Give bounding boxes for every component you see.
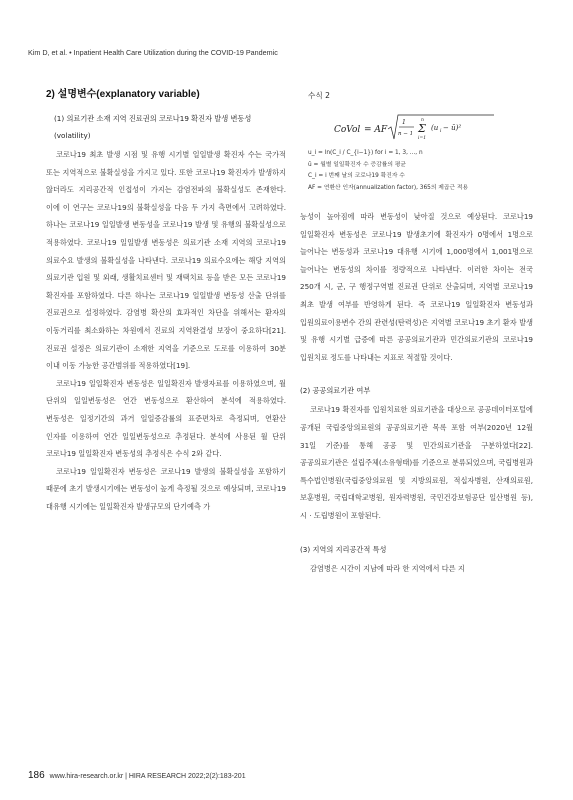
formula-sum-top: n: [421, 118, 424, 123]
right-column: [300, 88, 533, 577]
subsection-heading-volatility: (1) 의료기관 소재 지역 진료권의 코로나19 확진자 발생 변동성(volatility): [54, 114, 252, 140]
footer-text: www.hira-research.or.kr | HIRA RESEARCH 2022;2(2):183-201: [49, 773, 246, 780]
paragraph-2: 코로나19 일일확진자 변동성은 일일확진자 발생자료를 이용하였으며, 월 단위의 일일변동성은 연간 변동성으로 환산하여 분석에 적용하였다. 변동성은 일정기간의 과거 일일증감률의 표준편차로 측정되며, 연환산 인자를 이용하여 연간 일일변동성으로 추정된다. 분석에 사용된 월 단위 코로나19 일일확진자 변동성의 추정식은 수식 2와 같다.: [46, 378, 286, 459]
subsection-heading-public-hospital: (2) 공공의료기관 여부: [300, 386, 371, 396]
formula-svg: [334, 112, 514, 146]
formula-frac-num: 1: [402, 119, 406, 126]
formula-body-sub: i: [440, 129, 442, 134]
paragraph-1: 코로나19 최초 발생 시점 및 유행 시기별 일일발생 확진자 수는 국가적 또는 지역적으로 불확실성을 가지고 있다. 또한 코로나19 확진자가 발생하지 않더라도 지리공간적 인접성이 가지는 감염전파의 불확실성도 존재한다. 이에 이 연구는 코로나19의 불확실성을 다음 두 가지 측면에서 고려하였다. 하나는 코로나19 일일발생 변동성을 코로나19 발생 및 유행의 불확실성으로 적용하였다. 코로나19 일일발생 변동성은 의료기관 소재 지역의 코로나19 의료수요 발생의 불확실성을 나타낸다. 코로나19 의료수요에는 해당 지역의 의료기관 입원 및 외래, 생활치료센터 및 재택치료 등을 받은 모든 코로나19 확진자를 포함하였다. 다른 하나는 코로나19 일일발생 변동성 산출 단위를 진료권으로 설정하였다. 감염병 확산의 효과적인 차단을 위해서는 환자의 이동거리를 최소화하는 차원에서 진료의 지역완결성 보장이 중요하다[21]. 진료권 설정은 의료기관이 소재한 지역을 기준으로 도로를 이용하여 30분 이내 이동 가능한 공간범위를 적용하였다[19].: [46, 150, 286, 371]
formula-label: 수식 2: [308, 91, 330, 100]
page-number: 186: [28, 770, 45, 781]
paragraph-6: 감염병은 시간이 지남에 따라 한 지역에서 다른 지: [310, 563, 465, 573]
definition-c: C_i = i 번째 날의 코로나19 확진자 수: [308, 173, 405, 179]
formula-lhs: CoVol: [334, 125, 361, 135]
definition-u: u_i = ln(C_i / C_{i−1}) for i = 1, 3, ..., n: [308, 150, 423, 156]
running-head: Kim D, et al. • Inpatient Health Care Utilization during the COVID-19 Pandemic: [28, 48, 278, 57]
formula-frac-den: n − 1: [398, 131, 414, 137]
paragraph-4: 능성이 높아짐에 따라 변동성이 낮아질 것으로 예상된다. 코로나19 일일확진자 변동성은 코로나19 발생초기에 확진자가 0명에서 1명으로 늘어나는 변동성과 코로나19 대유행 시기에 1,000명에서 1,001명으로 늘어나는 변동성의 차이를 정량적으로 나타낸다. 이러한 차이는 전국 250개 시, 군, 구 행정구역별 진료권 단위로 산출되며, 지역별 코로나19 최초 발생 여부를 반영하게 된다. 즉 코로나19 일일확진자 변동성과 입원의료이용변수 간의 관련성(탄력성)은 지역별 코로나19 초기 환자 발생 및 유행 시기별 급증에 따른 공공의료기관과 민간의료기관의 코로나19 입원치료 정도를 나타내는 지표로 적절할 것이다.: [300, 212, 533, 362]
formula-body: (u: [431, 124, 439, 132]
subsection-heading-geography: (3) 지역의 지리공간적 특성: [300, 544, 387, 554]
paragraph-5: 코로나19 확진자를 입원치료한 의료기관을 대상으로 공공데이터포털에 공개된 국립중앙의료원의 공공의료기관 목록 포함 여부(2020년 12월 31일 기준)를 통해 공공 및 민간의료기관을 구분하였다[22]. 공공의료기관은 설립주체(소유형태)를 기준으로 분류되었으며, 국립병원과 특수법인병원(국립중앙의료원 및 지방의료원, 적십자병원, 산재의료원, 보훈병원, 국립대학교병원, 원자력병원, 국민건강보험공단 일산병원 등), 시 · 도립병원이 포함된다.: [300, 405, 533, 520]
definition-u-bar: ū = 월별 일일확진자 수 증감률의 평균: [308, 161, 406, 168]
formula-eq: = AF: [364, 125, 388, 135]
formula-definitions: [308, 148, 533, 194]
footer: [28, 770, 246, 781]
paragraph-3: 코로나19 일일확진자 변동성은 코로나19 발생의 불확실성을 포함하기 때문에 초기 발생시기에는 변동성이 높게 측정될 것으로 예상되며, 코로나19 대유행 시기에는 일일확진자 발생규모의 단기예측 가: [46, 466, 286, 511]
definition-af: AF = 연환산 인자(annualization factor), 365의 제곱근 적용: [308, 184, 469, 191]
formula-sigma: Σ: [418, 122, 426, 135]
formula-sum-bot: i=1: [418, 136, 427, 141]
left-column: [46, 88, 286, 515]
formula-equation: [334, 112, 533, 146]
section-title: 2) 설명변수(explanatory variable): [46, 89, 200, 100]
formula-body-tail: − ū)²: [443, 124, 462, 132]
